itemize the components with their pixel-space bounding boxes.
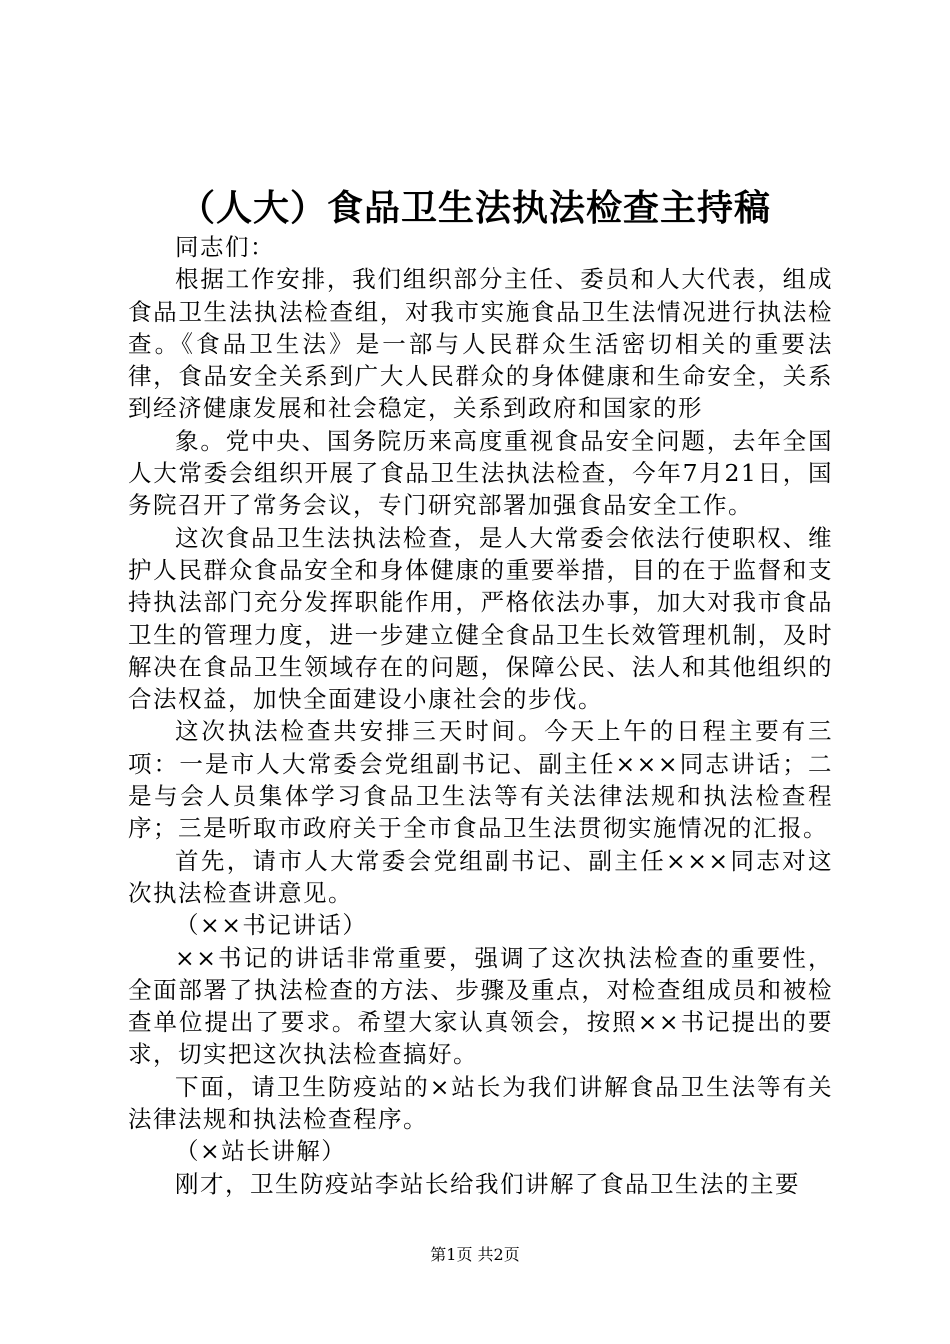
salutation: 同志们： [175,233,275,261]
page-number: 第1页 共2页 [430,1245,520,1264]
paragraph: 下面，请卫生防疫站的×站长为我们讲解食品卫生法等有关法律法规和执法检查程序。 [128,1072,833,1134]
document-title: （人大）食品卫生法执法检查主持稿 [178,187,771,229]
paragraph: ××书记的讲话非常重要，强调了这次执法检查的重要性，全面部署了执法检查的方法、步骤及重点，对检查组成员和被检查单位提出了要求。希望大家认真领会，按照××书记提出的要求，切实把这次执法检查搞好。 [128,943,833,1069]
stage-direction: （××书记讲话） [175,911,368,940]
paragraph: 这次执法检查共安排三天时间。今天上午的日程主要有三项：一是市人大常委会党组副书记、副主任×××同志讲话；二是与会人员集体学习食品卫生法等有关法律法规和执法检查程序；三是听取市政府关于全市食品卫生法贯彻实施情况的汇报。 [128,717,833,843]
paragraph: 象。党中央、国务院历来高度重视食品安全问题，去年全国人大常委会组织开展了食品卫生法执法检查，今年7月21日，国务院召开了常务会议，专门研究部署加强食品安全工作。 [128,426,833,520]
paragraph: 刚才，卫生防疫站李站长给我们讲解了食品卫生法的主要 [175,1169,800,1198]
paragraph: 根据工作安排，我们组织部分主任、委员和人大代表，组成食品卫生法执法检查组，对我市实施食品卫生法情况进行执法检查。《食品卫生法》是一部与人民群众生活密切相关的重要法律，食品安全关系到广大人民群众的身体健康和生命安全，关系到经济健康发展和社会稳定，关系到政府和国家的形 [128,265,833,423]
paragraph: 这次食品卫生法执法检查，是人大常委会依法行使职权、维护人民群众食品安全和身体健康的重要举措，目的在于监督和支持执法部门充分发挥职能作用，严格依法办事，加大对我市食品卫生的管理力度，进一步建立健全食品卫生长效管理机制，及时解决在食品卫生领域存在的问题，保障公民、法人和其他组织的合法权益，加快全面建设小康社会的步伐。 [128,523,833,714]
stage-direction: （×站长讲解） [175,1137,347,1166]
paragraph: 首先，请市人大常委会党组副书记、副主任×××同志对这次执法检查讲意见。 [128,846,833,907]
document-body [128,231,833,1200]
